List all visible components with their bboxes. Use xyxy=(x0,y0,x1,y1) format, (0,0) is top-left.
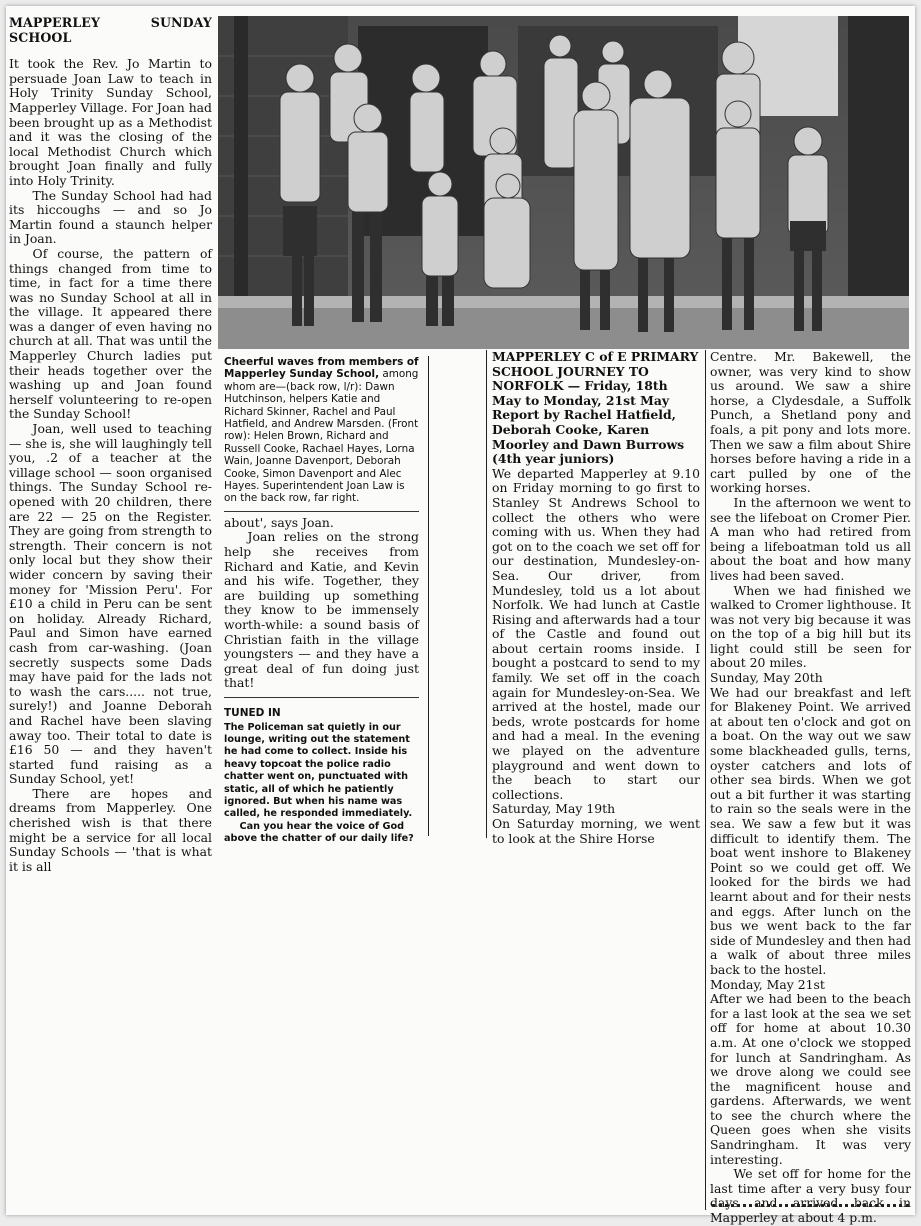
journey-day-heading: Monday, May 21st xyxy=(710,976,825,992)
divider xyxy=(224,697,419,698)
group-photo xyxy=(218,16,909,349)
photo-caption-lead: Cheerful waves from members of Mapperley Sunday School, xyxy=(224,356,419,381)
tuned-in-box xyxy=(224,722,419,846)
journey-heading: MAPPERLEY C of E PRIMARY SCHOOL JOURNEY TO NORFOLK — Friday, 18th May to Monday, 21st May Report by Rachel Hatfield, Deborah Cooke, Karen Moorley and Dawn Burrows (4th year juniors) xyxy=(492,349,699,467)
article-paragraph: There are hopes and dreams from Mapperley. One cherished wish is that there might be a service for all local Sunday Schools — 'that is what it is all xyxy=(9,785,212,874)
article-paragraph: Joan, well used to teaching — she is, she will laughingly tell you, .2 of a teacher at the village school — soon organised things. The Sunday School re-opened with 20 children, there are 22 — 25 on the Register. They are going from strength to strength. Their concern is not only local but they show their wider concern by saving their money for 'Mission Peru'. For £10 a child in Peru can be sent on holiday. Already Richard, Paul and Simon have earned cash from car-washing. (Joan secretly suspects some Dads may have paid for the lads not to wash the cars..... not true, surely!) and Joanne Deborah and Rachel have been slaving away too. Their total to date is £16 50 — and they haven't started fund raising as a Sunday School, yet! xyxy=(9,421,212,787)
dotted-end-rule xyxy=(712,1204,909,1207)
photo-caption-body: among whom are—(back row, l/r): Dawn Hutchinson, helpers Katie and Richard Skinner, Rachel and Paul Hatfield, and Andrew Marsden. (Front row): Helen Brown, Richard and Russell Cooke, Rachael Hayes, Lorna Wain, Joanne Davenport, Deborah Cooke, Simon Davenport and Alec Hayes. Superintendent Joan Law is on the back row, far right. xyxy=(224,368,419,505)
newspaper-page xyxy=(6,6,915,1226)
journey-paragraph: When we had finished we walked to Cromer lighthouse. It was not very big because it was on the top of a big hill but its light could still be seen for about 20 miles. xyxy=(710,582,911,671)
journey-paragraph: We departed Mapperley at 9.10 on Friday morning to go first to Stanley St Andrews School to collect the others who were coming with us. When they had got on to the coach we set off for our destination, Mundesley-on-Sea. Our driver, from Mundesley, told us a lot about Norfolk. We had lunch at Castle Rising and afterwards had a tour of the Castle and found out about certain rooms inside. I bought a postcard to send to my family. We set off in the coach again for Mundesley-on-Sea. We arrived at the hostel, made our beds, wrote postcards for home and had a meal. In the evening we played on the adventure playground and went down to the beach to start our collections. xyxy=(492,465,700,802)
journey-day-heading: Saturday, May 19th xyxy=(492,801,616,817)
article-paragraph: Of course, the pattern of things changed from time to time, in fact for a time there was no Sunday School at all in the village. It appeared there was a danger of even having no church at all. That was until the Mapperley Church ladies put their heads together over the washing up and Joan found herself volunteering to re-open the Sunday School! xyxy=(9,245,212,422)
article-paragraph: The Sunday School had had its hiccoughs — and so Jo Martin found a staunch helper in Joan. xyxy=(9,187,212,247)
journey-day-heading: Sunday, May 20th xyxy=(710,670,823,686)
journey-paragraph: In the afternoon we went to see the lifeboat on Cromer Pier. A man who had retired from being a lifeboatman told us all about the boat and how many lives had been saved. xyxy=(710,494,911,583)
journey-paragraph: Centre. Mr. Bakewell, the owner, was very kind to show us around. We saw a shire horse, a Clydesdale, a Suffolk Punch, a Shetland pony and foals, a pit pony and lots more. Then we saw a film about Shire horses before having a ride in a cart pulled by one of the working horses. xyxy=(710,349,911,496)
divider xyxy=(224,511,419,512)
column-divider xyxy=(486,350,487,838)
journey-paragraph: After we had been to the beach for a last look at the sea we set off for home at about 10.30 a.m. At one o'clock we stopped for lunch at Sandringham. As we drove along we could see the magnificent house and gardens. Afterwards, we went to see the church where the Queen goes when she visits Sandringham. It was very interesting. xyxy=(710,991,911,1167)
tuned-in-body: The Policeman sat quietly in our lounge, writing out the statement he had come to collect. Inside his heavy topcoat the police radio chatter went on, punctuated with static, all of which he patiently ignored. But when his name was called, he responded immediately. xyxy=(224,721,413,820)
caption-column xyxy=(224,356,419,845)
tuned-in-heading: TUNED IN xyxy=(224,707,281,719)
tuned-in-question: Can you hear the voice of God above the chatter of our daily life? xyxy=(224,820,414,845)
article-heading: MAPPERLEY SUNDAY SCHOOL xyxy=(9,15,212,45)
column-divider xyxy=(705,350,706,1210)
article-continuation xyxy=(224,516,419,691)
journey-column-continued xyxy=(710,349,911,1226)
photo-caption xyxy=(224,356,419,505)
group-photo-image xyxy=(218,16,909,349)
article-paragraph: Joan relies on the strong help she receives from Richard and Katie, and Kevin and his wife. Together, they are building up something they know to be immensely worth-while: a sound basis of Christian faith in the village youngsters — and they have a great deal of fun doing just that! xyxy=(224,529,419,691)
column-divider xyxy=(428,356,429,836)
article-column xyxy=(9,15,212,874)
journey-column xyxy=(492,349,700,846)
journey-paragraph: On Saturday morning, we went to look at the Shire Horse xyxy=(492,816,700,846)
article-paragraph: It took the Rev. Jo Martin to persuade Joan Law to teach in Holy Trinity Sunday School, Mapperley Village. For Joan had been brought up as a Methodist and it was the closing of the local Methodist Church which brought Joan finally and fully into Holy Trinity. xyxy=(9,56,212,188)
article-paragraph: about', says Joan. xyxy=(224,514,334,530)
journey-paragraph: We set off for home for the last time after a very busy four days and arrived back in Mapperley at about 4 p.m. xyxy=(710,1166,911,1226)
journey-paragraph: We had our breakfast and left for Blakeney Point. We arrived at about ten o'clock and got on a boat. On the way out we saw some blackheaded gulls, terns, oyster catchers and lots of other sea birds. When we got out a bit further it was starting to rain so the seals were in the sea. We saw a few but it was difficult to identify them. The boat went inshore to Blakeney Point so we could get off. We looked for the birds we had learnt about and for their nests and eggs. After lunch on the bus we went back to the far side of Mundesley and then had a walk of about three miles back to the hostel. xyxy=(710,684,911,977)
